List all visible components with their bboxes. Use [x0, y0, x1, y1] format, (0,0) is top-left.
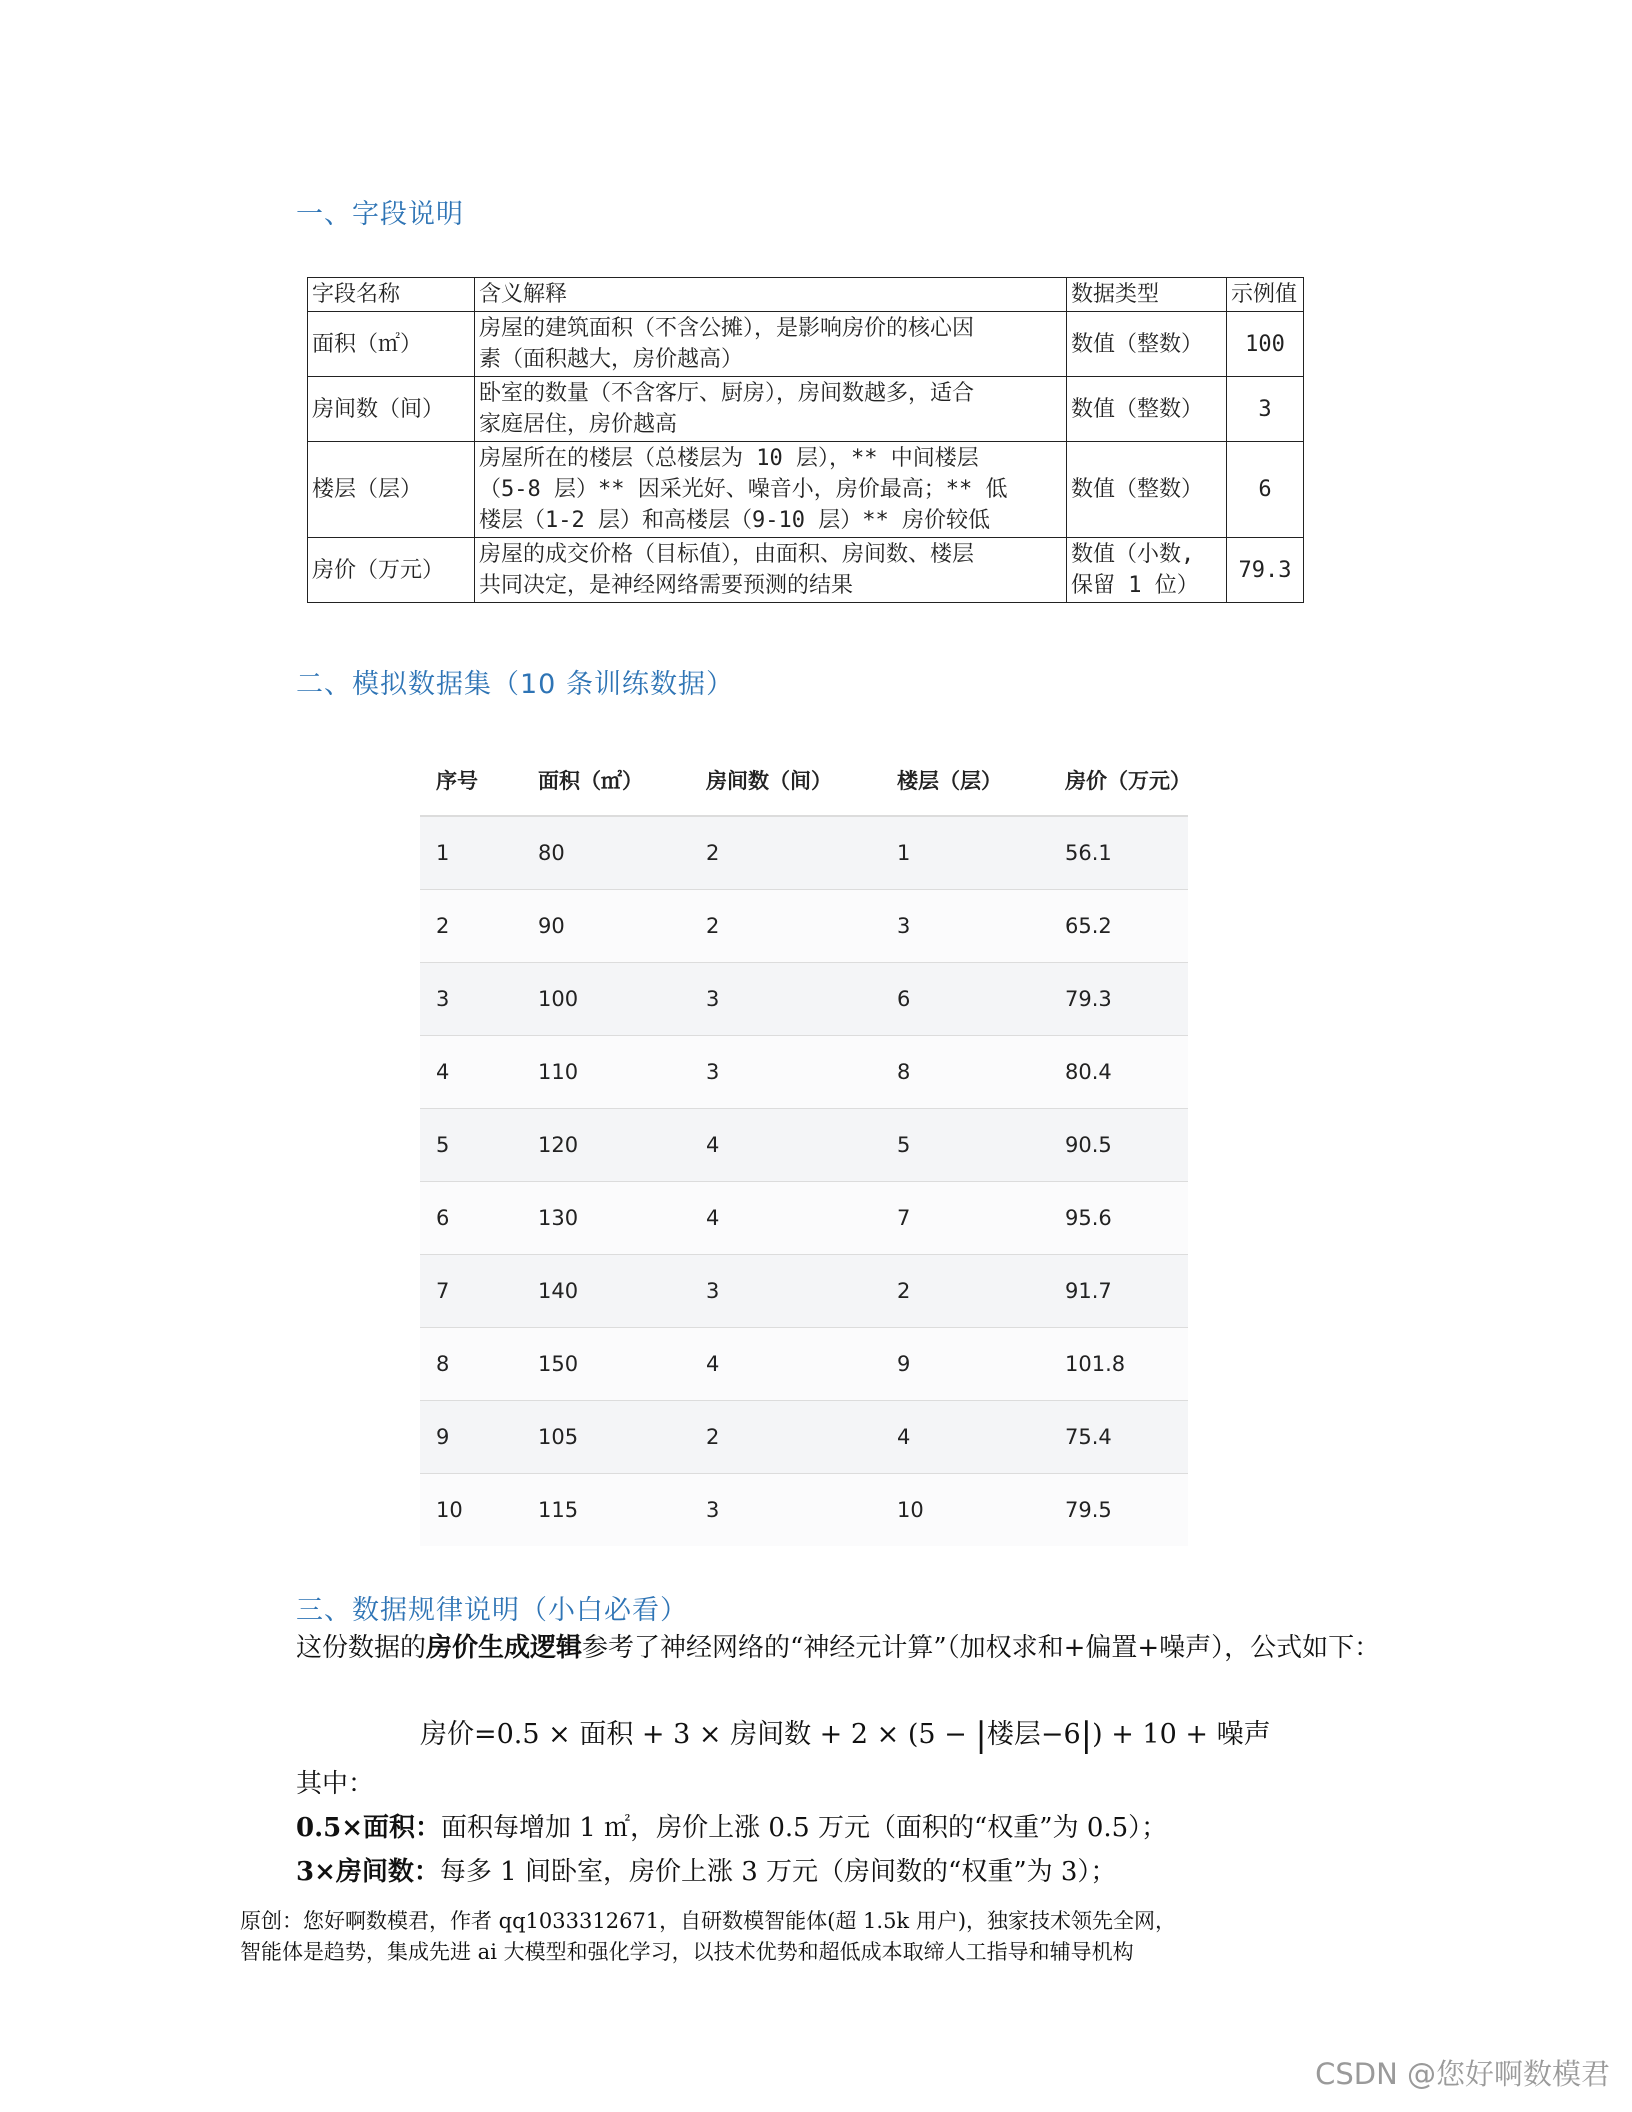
header-cell: 房间数（间） [690, 744, 881, 816]
where-label: 其中： [296, 1769, 375, 1799]
header-cell: 数据类型 [1067, 278, 1227, 312]
table-cell: 2 [690, 890, 881, 963]
table-cell: 3 [881, 890, 1049, 963]
table-cell: 5 [881, 1109, 1049, 1182]
field-type: 数值（整数） [1067, 377, 1227, 442]
table-cell: 120 [522, 1109, 690, 1182]
table-cell: 3 [690, 1474, 881, 1547]
field-desc: 房屋的建筑面积（不含公摊），是影响房价的核心因 素（面积越大，房价越高） [475, 312, 1067, 377]
table-cell: 130 [522, 1182, 690, 1255]
table-cell: 8 [420, 1328, 522, 1401]
section-heading-rules: 三、数据规律说明（小白必看） [296, 1595, 688, 1626]
table-cell: 80 [522, 816, 690, 890]
table-cell: 8 [881, 1036, 1049, 1109]
table-cell: 115 [522, 1474, 690, 1547]
table-cell: 10 [420, 1474, 522, 1547]
table-cell: 79.5 [1049, 1474, 1188, 1547]
table-cell: 5 [420, 1109, 522, 1182]
field-example: 3 [1227, 377, 1304, 442]
table-cell: 10 [881, 1474, 1049, 1547]
table-row [308, 538, 1304, 603]
table-cell: 6 [420, 1182, 522, 1255]
header-cell: 房价（万元） [1049, 744, 1188, 816]
header-cell: 字段名称 [308, 278, 475, 312]
table-cell: 6 [881, 963, 1049, 1036]
table-cell: 110 [522, 1036, 690, 1109]
table-row [308, 312, 1304, 377]
dataset-table [420, 744, 1191, 1546]
table-cell: 2 [881, 1255, 1049, 1328]
table-cell: 9 [420, 1401, 522, 1474]
table-row [308, 442, 1304, 538]
header-cell: 楼层（层） [881, 744, 1049, 816]
table-cell: 65.2 [1049, 890, 1188, 963]
field-name: 房价（万元） [308, 538, 475, 603]
section-heading-fields: 一、字段说明 [296, 199, 464, 230]
intro-paragraph: 这份数据的房价生成逻辑参考了神经网络的“神经元计算”（加权求和+偏置+噪声），公式如下： [296, 1633, 1381, 1663]
table-cell: 2 [420, 890, 522, 963]
price-formula: 房价=0.5 × 面积 + 3 × 房间数 + 2 × (5 − |楼层−6|) + 10 + 噪声 [420, 1715, 1271, 1755]
table-cell: 4 [690, 1328, 881, 1401]
field-desc: 房屋所在的楼层（总楼层为 10 层），** 中间楼层 （5-8 层）** 因采光好、噪音小，房价最高；** 低 楼层（1-2 层）和高楼层（9-10 层）** 房价较低 [475, 442, 1067, 538]
section-heading-dataset: 二、模拟数据集（10 条训练数据） [296, 669, 734, 700]
field-desc: 卧室的数量（不含客厅、厨房），房间数越多，适合 家庭居住，房价越高 [475, 377, 1067, 442]
field-example: 6 [1227, 442, 1304, 538]
table-cell: 100 [522, 963, 690, 1036]
table-row [420, 1401, 1188, 1474]
table-cell: 101.8 [1049, 1328, 1188, 1401]
table-row [420, 1109, 1188, 1182]
table-cell: 3 [690, 963, 881, 1036]
field-type: 数值（整数） [1067, 442, 1227, 538]
table-cell: 56.1 [1049, 816, 1188, 890]
table-cell: 2 [690, 816, 881, 890]
table-cell: 9 [881, 1328, 1049, 1401]
header-cell: 示例值 [1227, 278, 1304, 312]
table-row [420, 963, 1188, 1036]
table-cell: 4 [690, 1109, 881, 1182]
table-cell: 3 [690, 1036, 881, 1109]
table-cell: 3 [690, 1255, 881, 1328]
field-example: 79.3 [1227, 538, 1304, 603]
field-name: 楼层（层） [308, 442, 475, 538]
header-cell: 序号 [420, 744, 522, 816]
csdn-watermark: CSDN @您好啊数模君 [1315, 2057, 1610, 2091]
table-cell: 79.3 [1049, 963, 1188, 1036]
table-cell: 3 [420, 963, 522, 1036]
explanation-item-rooms: 3×房间数：每多 1 间卧室，房价上涨 3 万元（房间数的“权重”为 3）； [296, 1857, 1117, 1887]
table-cell: 7 [420, 1255, 522, 1328]
table-cell: 1 [420, 816, 522, 890]
table-header-row [420, 744, 1188, 816]
field-name: 面积（㎡） [308, 312, 475, 377]
table-header-row [308, 278, 1304, 312]
table-cell: 150 [522, 1328, 690, 1401]
table-row [420, 1036, 1188, 1109]
table-cell: 90 [522, 890, 690, 963]
table-cell: 90.5 [1049, 1109, 1188, 1182]
table-row [420, 1328, 1188, 1401]
table-cell: 80.4 [1049, 1036, 1188, 1109]
header-cell: 含义解释 [475, 278, 1067, 312]
table-cell: 75.4 [1049, 1401, 1188, 1474]
table-cell: 7 [881, 1182, 1049, 1255]
table-row [420, 1182, 1188, 1255]
field-description-table [307, 277, 1304, 603]
table-row [420, 1255, 1188, 1328]
table-cell: 140 [522, 1255, 690, 1328]
footer-note: 原创：您好啊数模君，作者 qq1033312671，自研数模智能体(超 1.5k 用户)，独家技术领先全网， 智能体是趋势，集成先进 ai 大模型和强化学习，以技术优势和超低成本取缔人工指导和辅导机构 [240, 1909, 1177, 1964]
field-desc: 房屋的成交价格（目标值），由面积、房间数、楼层 共同决定，是神经网络需要预测的结果 [475, 538, 1067, 603]
table-row [420, 890, 1188, 963]
table-cell: 2 [690, 1401, 881, 1474]
field-name: 房间数（间） [308, 377, 475, 442]
field-type: 数值（小数, 保留 1 位） [1067, 538, 1227, 603]
table-row [308, 377, 1304, 442]
header-cell: 面积（㎡） [522, 744, 690, 816]
table-cell: 1 [881, 816, 1049, 890]
field-type: 数值（整数） [1067, 312, 1227, 377]
table-cell: 91.7 [1049, 1255, 1188, 1328]
table-cell: 4 [690, 1182, 881, 1255]
table-cell: 4 [420, 1036, 522, 1109]
explanation-item-area: 0.5×面积：面积每增加 1 ㎡，房价上涨 0.5 万元（面积的“权重”为 0.5）； [296, 1813, 1168, 1843]
table-cell: 105 [522, 1401, 690, 1474]
table-row [420, 816, 1188, 890]
table-row [420, 1474, 1188, 1547]
table-cell: 4 [881, 1401, 1049, 1474]
field-example: 100 [1227, 312, 1304, 377]
table-cell: 95.6 [1049, 1182, 1188, 1255]
